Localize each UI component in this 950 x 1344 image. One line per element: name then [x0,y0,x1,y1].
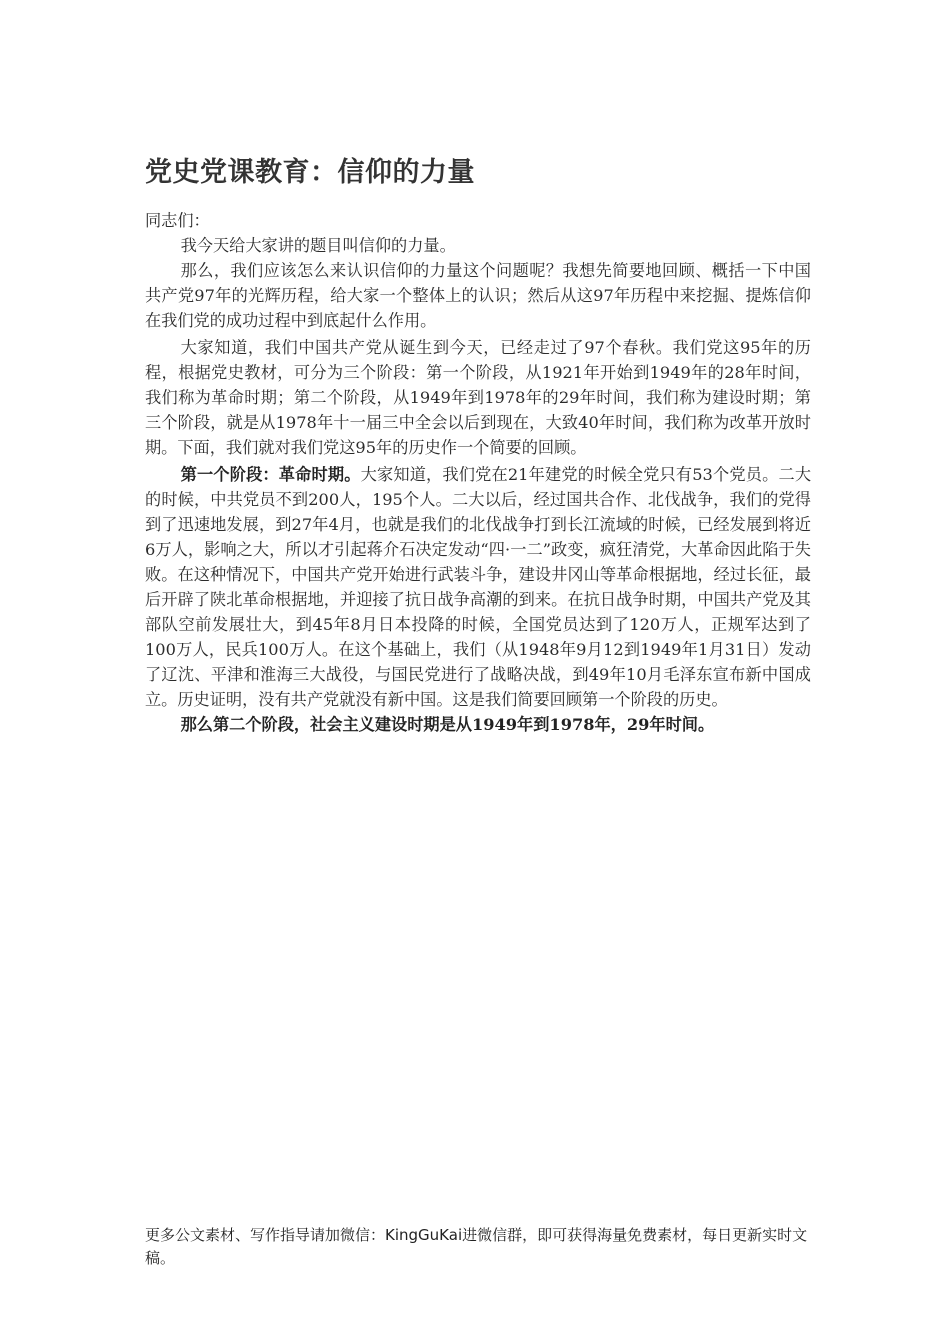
document-body [145,208,811,737]
footer-text-after: 进微信群，即可获得海量免费素材，每日更新实时文稿。 [145,1226,808,1267]
stage-one-heading: 第一个阶段：革命时期。 [180,465,361,484]
paragraph-stage-two: 那么第二个阶段，社会主义建设时期是从1949年到1978年，29年时间。 [180,715,715,734]
salutation: 同志们： [145,211,210,230]
footer-text-before: 更多公文素材、写作指导请加微信： [145,1226,386,1244]
paragraph-overview: 大家知道，我们中国共产党从诞生到今天，已经走过了97个春秋。我们党这95年的历程，根据党史教材，可分为三个阶段：第一个阶段，从1921年开始到1949年的28年时间，我们称为革命时期；第二个阶段，从1949年到1978年的29年时间，我们称为建设时期；第三个阶段，就是从1978年十一届三中全会以后到现在，大致40年时间，我们称为改革开放时期。下面，我们就对我们党这95年的历史作一个简要的回顾。 [145,338,811,457]
document-title: 党史党课教育：信仰的力量 [145,157,475,188]
document-page [145,0,811,1344]
footer-note [145,1224,811,1270]
paragraph-stage-one [145,462,811,712]
paragraph-approach: 那么，我们应该怎么来认识信仰的力量这个问题呢？我想先简要地回顾、概括一下中国共产党97年的光辉历程，给大家一个整体上的认识；然后从这97年历程中来挖掘、提炼信仰在我们党的成功过程中到底起什么作用。 [145,261,811,330]
paragraph-intro: 我今天给大家讲的题目叫信仰的力量。 [180,236,456,255]
stage-one-text: 大家知道，我们党在21年建党的时候全党只有53个党员。二大的时候，中共党员不到200人，195个人。二大以后，经过国共合作、北伐战争，我们的党得到了迅速地发展，到27年4月，也就是我们的北伐战争打到长江流域的时候，已经发展到将近6万人，影响之大，所以才引起蒋介石决定发动“四·一二”政变，疯狂清党，大革命因此陷于失败。在这种情况下，中国共产党开始进行武装斗争，建设井冈山等革命根据地，经过长征，最后开辟了陕北革命根据地，并迎接了抗日战争高潮的到来。在抗日战争时期，中国共产党及其部队空前发展壮大，到45年8月日本投降的时候，全国党员达到了120万人，正规军达到了100万人，民兵100万人。在这个基础上，我们（从1948年9月12到1949年1月31日）发动了辽沈、平津和淮海三大战役，与国民党进行了战略决战，到49年10月毛泽东宣布新中国成立。历史证明，没有共产党就没有新中国。这是我们简要回顾第一个阶段的历史。 [145,465,812,709]
footer-wechat-id: KingGuKai [385,1226,463,1244]
